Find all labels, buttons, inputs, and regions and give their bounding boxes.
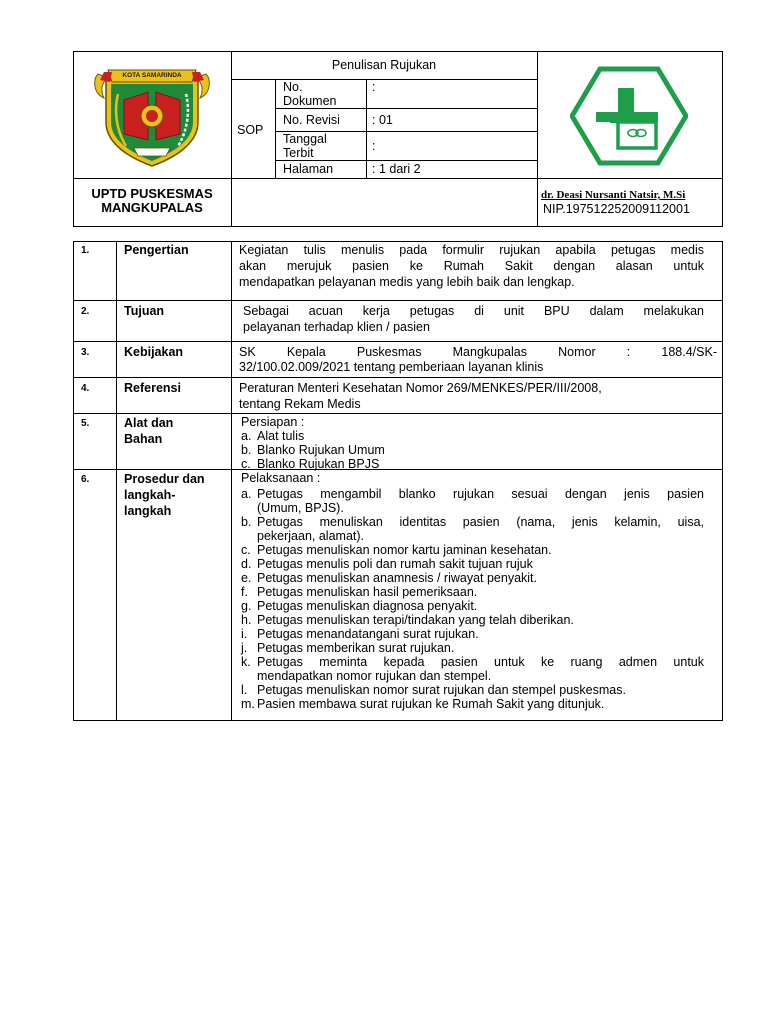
field-value-revisi: : 01	[372, 113, 393, 127]
list-item: d. Petugas menulis poli dan rumah sakit tujuan rujuk	[241, 557, 533, 571]
section-title-kebijakan: Kebijakan	[124, 345, 184, 359]
field-value-dokumen: :	[372, 80, 376, 94]
section-title-prosedur	[124, 471, 205, 519]
kebijakan-line-1: SK Kepala Puskesmas Mangkupalas Nomor : 188.4/SK-	[239, 345, 717, 359]
field-label-tanggal-2: Terbit	[283, 146, 314, 160]
section-title-alat-bahan	[124, 415, 173, 447]
field-label-halaman: Halaman	[283, 162, 334, 176]
pengertian-line-2: akan merujuk pasien ke Rumah Sakit dengan alasan untuk	[239, 259, 704, 273]
org-name	[73, 187, 231, 215]
prosedur-title-line-3: langkah	[124, 504, 172, 518]
field-value-tanggal: :	[372, 139, 376, 153]
sop-label: SOP	[237, 123, 264, 137]
list-item: l. Petugas menuliskan nomor surat rujukan dan stempel puskesmas.	[241, 683, 626, 697]
section-number-2: 2.	[81, 306, 90, 317]
list-item: k. Petugas meminta kepada pasien untuk ke ruang admen untuk	[241, 655, 704, 669]
pengertian-line-1: Kegiatan tulis menulis pada formulir rujukan apabila petugas medis	[239, 243, 704, 257]
tujuan-line-1: Sebagai acuan kerja petugas di unit BPU dalam melakukan	[243, 304, 704, 318]
list-item: b. Blanko Rujukan Umum	[241, 443, 385, 457]
signatory-name: dr. Deasi Nursanti Natsir, M.Si	[541, 189, 686, 201]
section-number-6: 6.	[81, 474, 90, 485]
list-item: b. Petugas menuliskan identitas pasien (nama, jenis kelamin, uisa,	[241, 515, 704, 529]
list-item: j. Petugas memberikan surat rujukan.	[241, 641, 455, 655]
list-item: c. Petugas menuliskan nomor kartu jaminan kesehatan.	[241, 543, 552, 557]
field-value-halaman: : 1 dari 2	[372, 162, 421, 176]
persiapan-intro: Persiapan :	[241, 415, 305, 429]
section-number-4: 4.	[81, 383, 90, 394]
section-title-tujuan: Tujuan	[124, 304, 165, 318]
document-title: Penulisan Rujukan	[331, 58, 437, 72]
section-number-5: 5.	[81, 418, 90, 429]
org-name-line1: UPTD PUSKESMAS	[91, 186, 213, 201]
list-item: e. Petugas menuliskan anamnesis / riwayat penyakit.	[241, 571, 538, 585]
alat-bahan-title-line-2: Bahan	[124, 432, 163, 446]
alat-bahan-title-line-1: Alat dan	[124, 416, 174, 430]
field-label-dokumen: No.	[283, 80, 303, 94]
section-number-3: 3.	[81, 347, 90, 358]
list-item: i. Petugas menandatangani surat rujukan.	[241, 627, 479, 641]
puskesmas-logo	[570, 66, 688, 166]
kebijakan-line-2: 32/100.02.009/2021 tentang pemberiaan layanan klinis	[239, 360, 544, 374]
referensi-line-2: tentang Rekam Medis	[239, 397, 361, 411]
referensi-line-1: Peraturan Menteri Kesehatan Nomor 269/MENKES/PER/III/2008,	[239, 381, 602, 395]
field-label-dokumen-2: Dokumen	[283, 94, 337, 108]
pengertian-line-3: mendapatkan pelayanan medis yang lebih baik dan lengkap.	[239, 275, 575, 289]
prosedur-title-line-1: Prosedur dan	[124, 472, 205, 486]
field-label-tanggal: Tanggal	[283, 132, 327, 146]
alat-bahan-list	[241, 429, 711, 471]
pelaksanaan-intro: Pelaksanaan :	[241, 471, 321, 485]
section-title-pengertian: Pengertian	[124, 243, 189, 257]
kota-samarinda-emblem	[90, 60, 214, 170]
list-item: f. Petugas menuliskan hasil pemeriksaan.	[241, 585, 478, 599]
section-title-referensi: Referensi	[124, 381, 181, 395]
list-item: c. Blanko Rujukan BPJS	[241, 457, 380, 471]
list-item: h. Petugas menuliskan terapi/tindakan yang telah diberikan.	[241, 613, 574, 627]
org-name-line2: MANGKUPALAS	[101, 200, 203, 215]
tujuan-line-2: pelayanan terhadap klien / pasien	[243, 320, 430, 334]
list-item: m. Pasien membawa surat rujukan ke Rumah Sakit yang ditunjuk.	[241, 697, 605, 711]
list-item: a. Alat tulis	[241, 429, 305, 443]
emblem-banner-text: KOTA SAMARINDA	[122, 72, 182, 79]
list-item: g. Petugas menuliskan diagnosa penyakit.	[241, 599, 478, 613]
signatory-nip: NIP.197512252009112001	[543, 202, 690, 216]
list-item: a. Petugas mengambil blanko rujukan sesuai dengan jenis pasien	[241, 487, 704, 501]
prosedur-list: a. Petugas mengambil blanko rujukan sesuai dengan jenis pasien (Umum, BPJS). b. Petugas menuliskan identitas pasien (nama, jenis kelamin, uisa, pekerjaan, alamat). c. Petugas menuliskan nomor kartu jaminan kesehatan. d. Petugas menulis poli dan rumah sakit tujuan rujuk e. Petugas menuliskan anamnesis / riwayat penyakit. f. Petugas menuliskan hasil pemeriksaan. g. Petugas menuliskan diagnosa penyakit. h. Petugas menuliskan terapi/tindakan yang telah diberikan. i. Petugas menandatangani surat rujukan. j. Petugas memberikan surat rujukan. k. Petugas meminta kepada pasien untuk ke ruang admen untuk mendapatkan nomor rujukan dan stempel. l. Petugas menuliskan nomor surat rujukan dan stempel puskesmas. m. Pasien membawa surat rujukan ke Rumah Sakit yang ditunjuk.	[241, 487, 704, 711]
prosedur-title-line-2: langkah-	[124, 488, 176, 502]
section-number-1: 1.	[81, 245, 90, 256]
field-label-revisi: No. Revisi	[283, 113, 340, 127]
